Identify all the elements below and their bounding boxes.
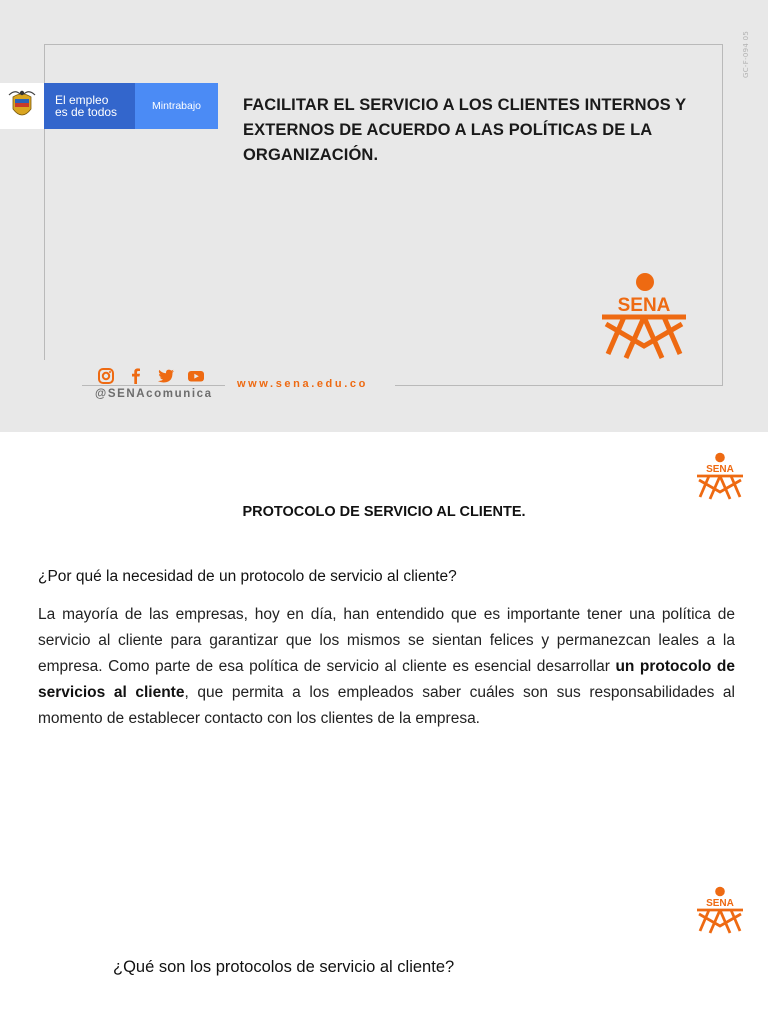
- sena-logo-icon: [598, 272, 690, 360]
- title-slide: [0, 0, 768, 432]
- colombia-crest-icon: [0, 83, 44, 129]
- sena-logo-text: SENA: [617, 295, 671, 316]
- sena-logo-icon: [695, 452, 745, 500]
- sena-logo-text: SENA: [706, 898, 734, 909]
- section-question: ¿Qué son los protocolos de servicio al cliente?: [113, 958, 455, 976]
- slogan-line-1: El empleo: [55, 93, 109, 107]
- facebook-icon[interactable]: [127, 367, 145, 385]
- paragraph-emphasis: un protocolo de servicios al cliente: [38, 658, 735, 701]
- slide-title: FACILITAR EL SERVICIO A LOS CLIENTES INTERNOS Y EXTERNOS DE ACUERDO A LAS POLÍTICAS DE LA ORGANIZACIÓN.: [243, 96, 686, 164]
- sena-logo-icon: [695, 886, 745, 934]
- frame-gap: [36, 360, 82, 400]
- paragraph-text: , que permita a los empleados saber cuáles son sus responsabilidades al momento de establecer contacto con los clientes de la empresa.: [38, 684, 735, 727]
- twitter-icon[interactable]: [157, 367, 175, 385]
- social-media: [95, 367, 225, 407]
- document-code: GC-F-094 05: [742, 30, 750, 78]
- employment-slogan: [44, 83, 135, 129]
- government-banner: [0, 83, 218, 129]
- website-link[interactable]: www.sena.edu.co: [237, 378, 368, 390]
- question-heading: ¿Por qué la necesidad de un protocolo de servicio al cliente?: [38, 568, 457, 585]
- body-paragraph: [38, 602, 735, 732]
- sena-logo-text: SENA: [706, 464, 734, 475]
- protocol-title: PROTOCOLO DE SERVICIO AL CLIENTE.: [242, 504, 526, 520]
- slogan-line-2: es de todos: [55, 105, 118, 119]
- youtube-icon[interactable]: [187, 367, 205, 385]
- ministry-label: Mintrabajo: [135, 83, 218, 129]
- social-handle: @SENAcomunica: [95, 388, 213, 400]
- paragraph-text: La mayoría de las empresas, hoy en día, han entendido que es importante tener una política de servicio al cliente para garantizar que los mismos se sientan felices y permanezcan leales a la empresa. Como parte de esa política de servicio al cliente es esencial desarrollar: [38, 606, 735, 675]
- instagram-icon[interactable]: [97, 367, 115, 385]
